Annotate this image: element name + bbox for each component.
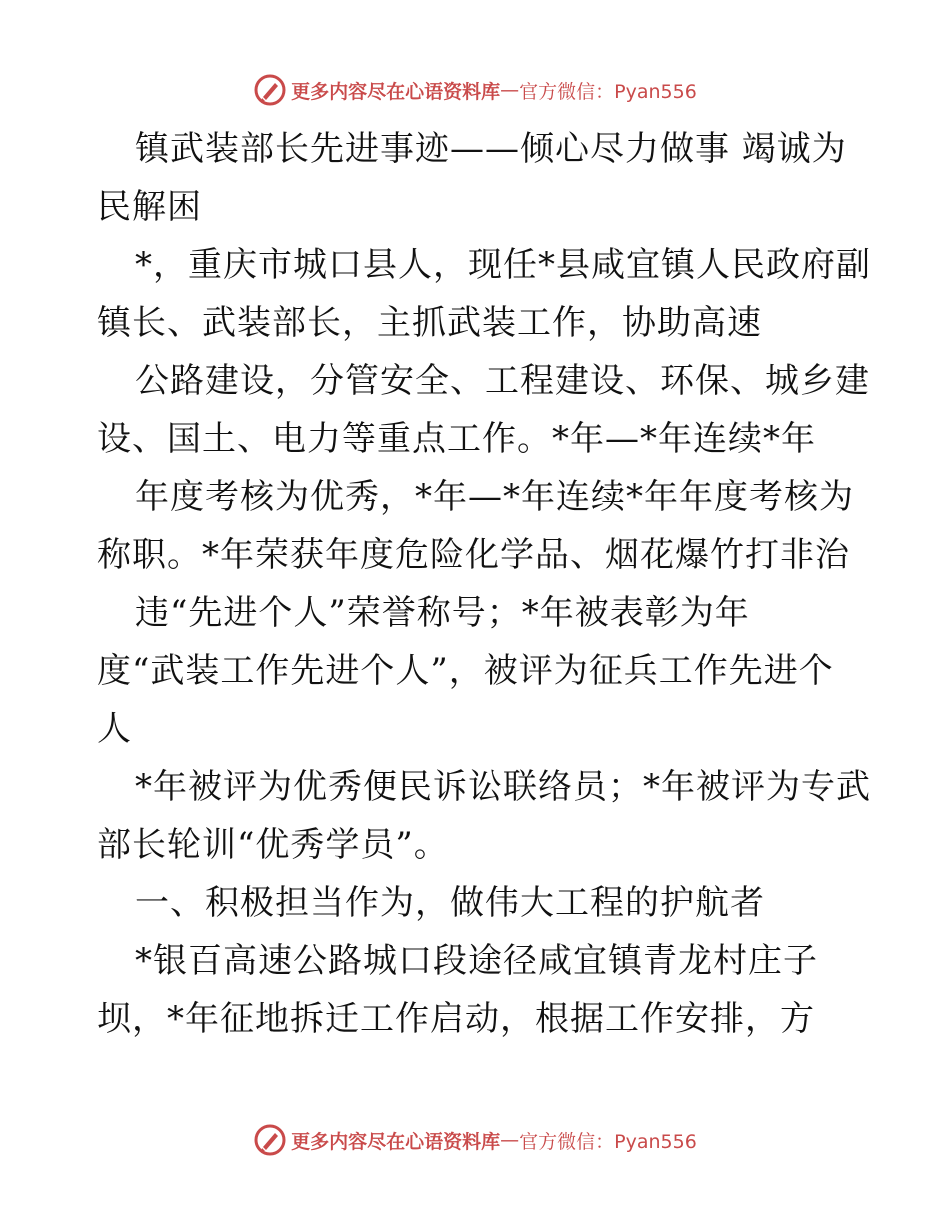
title-line: 民解困 bbox=[97, 187, 202, 227]
banner-site-name: 更多内容尽在心语资料库 bbox=[291, 1130, 501, 1153]
banner-wechat: 官方微信：Pyan556 bbox=[519, 1130, 697, 1153]
footer-banner bbox=[0, 1120, 950, 1160]
paragraph-line: *年被评为优秀便民诉讼联络员；*年被评为专武 bbox=[135, 767, 871, 807]
section-heading: 一、积极担当作为，做伟大工程的护航者 bbox=[135, 883, 765, 923]
banner-separator: — bbox=[500, 79, 520, 101]
paragraph-line: 镇长、武装部长，主抓武装工作，协助高速 bbox=[97, 303, 762, 343]
header-banner bbox=[0, 70, 950, 110]
paragraph-line: 年度考核为优秀，*年—*年连续*年年度考核为 bbox=[135, 477, 854, 517]
paragraph-line: 违“先进个人”荣誉称号；*年被表彰为年 bbox=[135, 593, 750, 633]
pen-circle-logo-icon bbox=[253, 1123, 287, 1157]
title-line: 镇武装部长先进事迹——倾心尽力做事 竭诚为 bbox=[135, 129, 847, 169]
paragraph-line: 坝，*年征地拆迁工作启动，根据工作安排，方 bbox=[97, 999, 815, 1039]
pen-circle-logo-icon bbox=[253, 73, 287, 107]
banner-site-name: 更多内容尽在心语资料库 bbox=[291, 80, 501, 103]
paragraph-line: 部长轮训“优秀学员”。 bbox=[97, 825, 449, 865]
paragraph-line: 度“武装工作先进个人”，被评为征兵工作先进个 bbox=[97, 651, 834, 691]
paragraph-line: 人 bbox=[97, 709, 132, 749]
banner-wechat: 官方微信：Pyan556 bbox=[519, 80, 697, 103]
paragraph-line: 称职。*年荣获年度危险化学品、烟花爆竹打非治 bbox=[97, 535, 850, 575]
paragraph-line: 设、国土、电力等重点工作。*年—*年连续*年 bbox=[97, 419, 816, 459]
banner-separator: — bbox=[500, 1129, 520, 1151]
paragraph-line: 公路建设，分管安全、工程建设、环保、城乡建 bbox=[135, 361, 870, 401]
document-body bbox=[97, 120, 871, 1048]
paragraph-line: *银百高速公路城口段途径咸宜镇青龙村庄子 bbox=[135, 941, 818, 981]
paragraph-line: *，重庆市城口县人，现任*县咸宜镇人民政府副 bbox=[135, 245, 871, 285]
